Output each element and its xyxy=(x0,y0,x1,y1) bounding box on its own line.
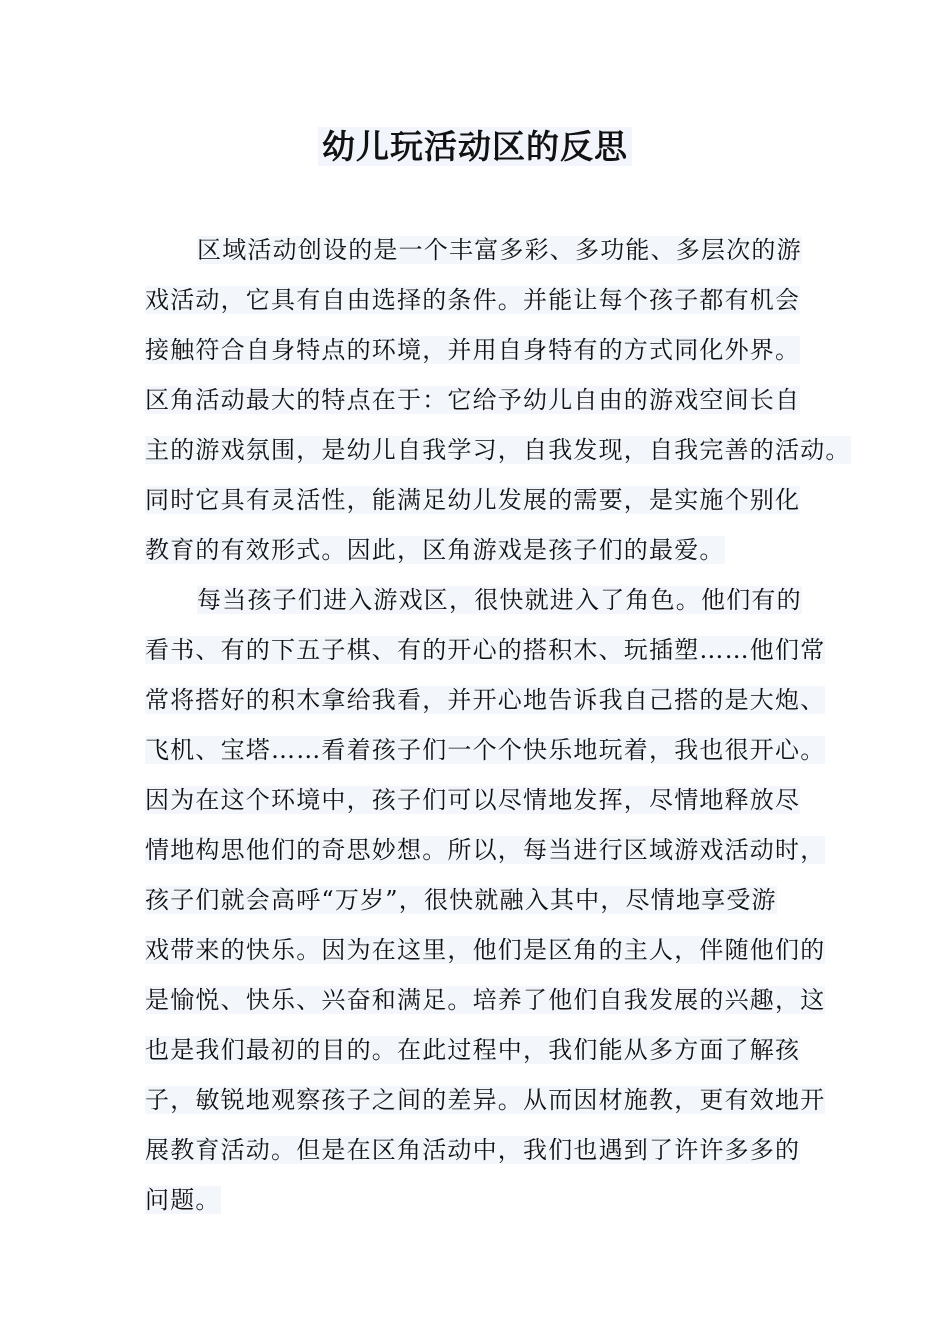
paragraph-line: 因为在这个环境中，孩子们可以尽情地发挥，尽情地释放尽 xyxy=(145,786,801,814)
paragraph-line: 子，敏锐地观察孩子之间的差异。从而因材施教，更有效地开 xyxy=(145,1086,826,1114)
paragraph-line: 戏带来的快乐。因为在这里，他们是区角的主人，伴随他们的 xyxy=(145,936,826,964)
paragraph-line: 是愉悦、快乐、兴奋和满足。培养了他们自我发展的兴趣，这 xyxy=(145,986,826,1014)
paragraph-line: 区域活动创设的是一个丰富多彩、多功能、多层次的游 xyxy=(197,236,802,264)
paragraph-line: 主的游戏氛围，是幼儿自我学习，自我发现，自我完善的活动。 xyxy=(145,436,851,464)
paragraph-1 xyxy=(145,225,851,575)
paragraph-2 xyxy=(145,575,835,1225)
paragraph-line: 区角活动最大的特点在于：它给予幼儿自由的游戏空间长自 xyxy=(145,386,801,414)
document-body xyxy=(145,225,851,1225)
paragraph-line: 看书、有的下五子棋、有的开心的搭积木、玩插塑……他们常 xyxy=(145,636,826,664)
paragraph-line: 常将搭好的积木拿给我看，并开心地告诉我自己搭的是大炮、 xyxy=(145,686,826,714)
paragraph-line: 教育的有效形式。因此，区角游戏是孩子们的最爱。 xyxy=(145,536,725,564)
paragraph-line: 戏活动，它具有自由选择的条件。并能让每个孩子都有机会 xyxy=(145,286,801,314)
paragraph-line: 孩子们就会高呼“万岁”，很快就融入其中，尽情地享受游 xyxy=(145,886,777,914)
document-title xyxy=(0,122,950,172)
paragraph-line: 情地构思他们的奇思妙想。所以，每当进行区域游戏活动时， xyxy=(145,836,826,864)
paragraph-line: 飞机、宝塔……看着孩子们一个个快乐地玩着，我也很开心。 xyxy=(145,736,826,764)
paragraph-line: 问题。 xyxy=(145,1186,221,1214)
paragraph-line: 展教育活动。但是在区角活动中，我们也遇到了许许多多的 xyxy=(145,1136,801,1164)
paragraph-line: 同时它具有灵活性，能满足幼儿发展的需要，是实施个别化 xyxy=(145,486,801,514)
paragraph-line: 也是我们最初的目的。在此过程中，我们能从多方面了解孩 xyxy=(145,1036,801,1064)
paragraph-line: 每当孩子们进入游戏区，很快就进入了角色。他们有的 xyxy=(197,586,802,614)
document-title-text: 幼儿玩活动区的反思 xyxy=(318,127,632,166)
paragraph-line: 接触符合自身特点的环境，并用自身特有的方式同化外界。 xyxy=(145,336,801,364)
